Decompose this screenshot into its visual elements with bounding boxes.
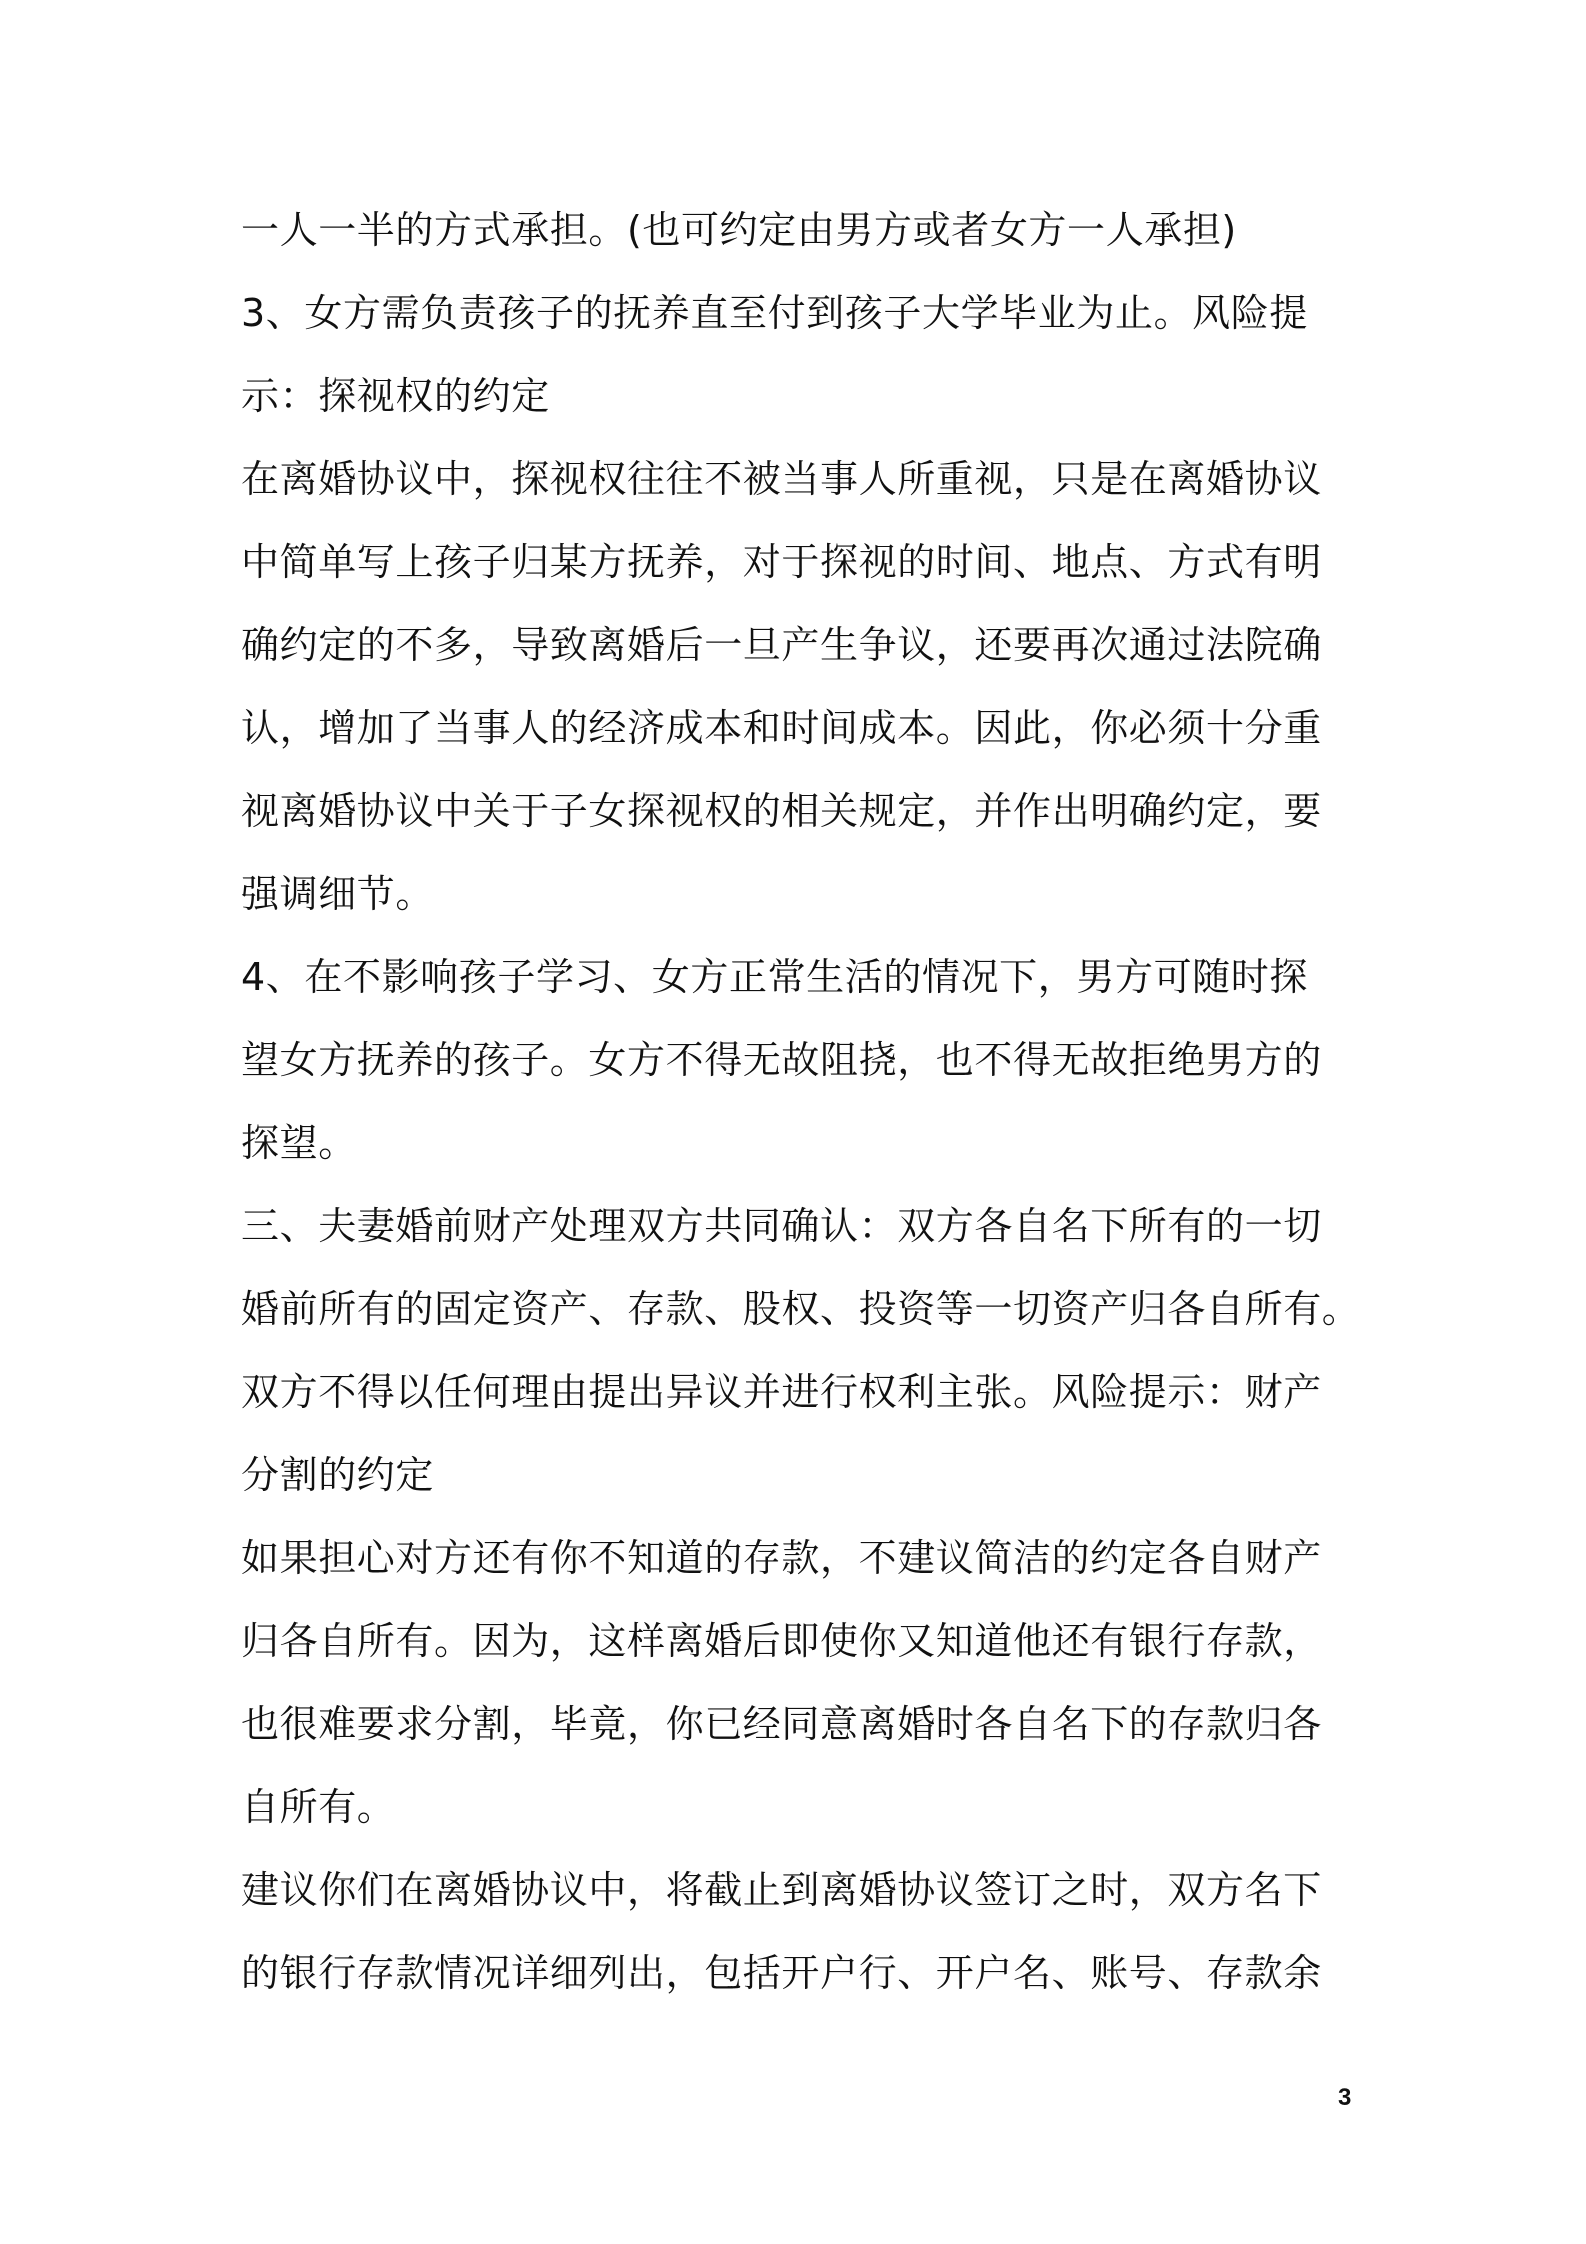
text-line: 建议你们在离婚协议中，将截止到离婚协议签订之时，双方名下	[241, 1868, 1322, 1912]
text-line: 如果担心对方还有你不知道的存款，不建议简洁的约定各自财产	[241, 1536, 1322, 1580]
text-line: 三、夫妻婚前财产处理双方共同确认：双方各自名下所有的一切	[241, 1204, 1322, 1248]
text-line: 也很难要求分割，毕竟，你已经同意离婚时各自名下的存款归各	[241, 1702, 1322, 1746]
text-line: 认，增加了当事人的经济成本和时间成本。因此，你必须十分重	[241, 706, 1322, 750]
page-number: 3	[1338, 2084, 1352, 2111]
text-line: 3、女方需负责孩子的抚养直至付到孩子大学毕业为止。风险提	[241, 291, 1308, 335]
text-line: 强调细节。	[241, 872, 435, 916]
text-line: 望女方抚养的孩子。女方不得无故阻挠，也不得无故拒绝男方的	[241, 1038, 1322, 1082]
text-line: 探望。	[241, 1121, 357, 1165]
text-line: 4、在不影响孩子学习、女方正常生活的情况下，男方可随时探	[241, 955, 1308, 999]
text-line: 的银行存款情况详细列出，包括开户行、开户名、账号、存款余	[241, 1951, 1322, 1995]
text-line: 视离婚协议中关于子女探视权的相关规定，并作出明确约定，要	[241, 789, 1322, 833]
text-line: 分割的约定	[241, 1453, 435, 1497]
text-line: 确约定的不多，导致离婚后一旦产生争议，还要再次通过法院确	[241, 623, 1322, 667]
text-line: 一人一半的方式承担。(也可约定由男方或者女方一人承担)	[241, 208, 1237, 252]
text-line: 自所有。	[241, 1785, 396, 1829]
text-line: 归各自所有。因为，这样离婚后即使你又知道他还有银行存款，	[241, 1619, 1322, 1663]
text-line: 在离婚协议中，探视权往往不被当事人所重视，只是在离婚协议	[241, 457, 1322, 501]
text-line: 婚前所有的固定资产、存款、股权、投资等一切资产归各自所有。	[241, 1287, 1361, 1331]
text-line: 中简单写上孩子归某方抚养，对于探视的时间、地点、方式有明	[241, 540, 1322, 584]
text-line: 双方不得以任何理由提出异议并进行权利主张。风险提示：财产	[241, 1370, 1322, 1414]
text-line: 示：探视权的约定	[241, 374, 550, 418]
